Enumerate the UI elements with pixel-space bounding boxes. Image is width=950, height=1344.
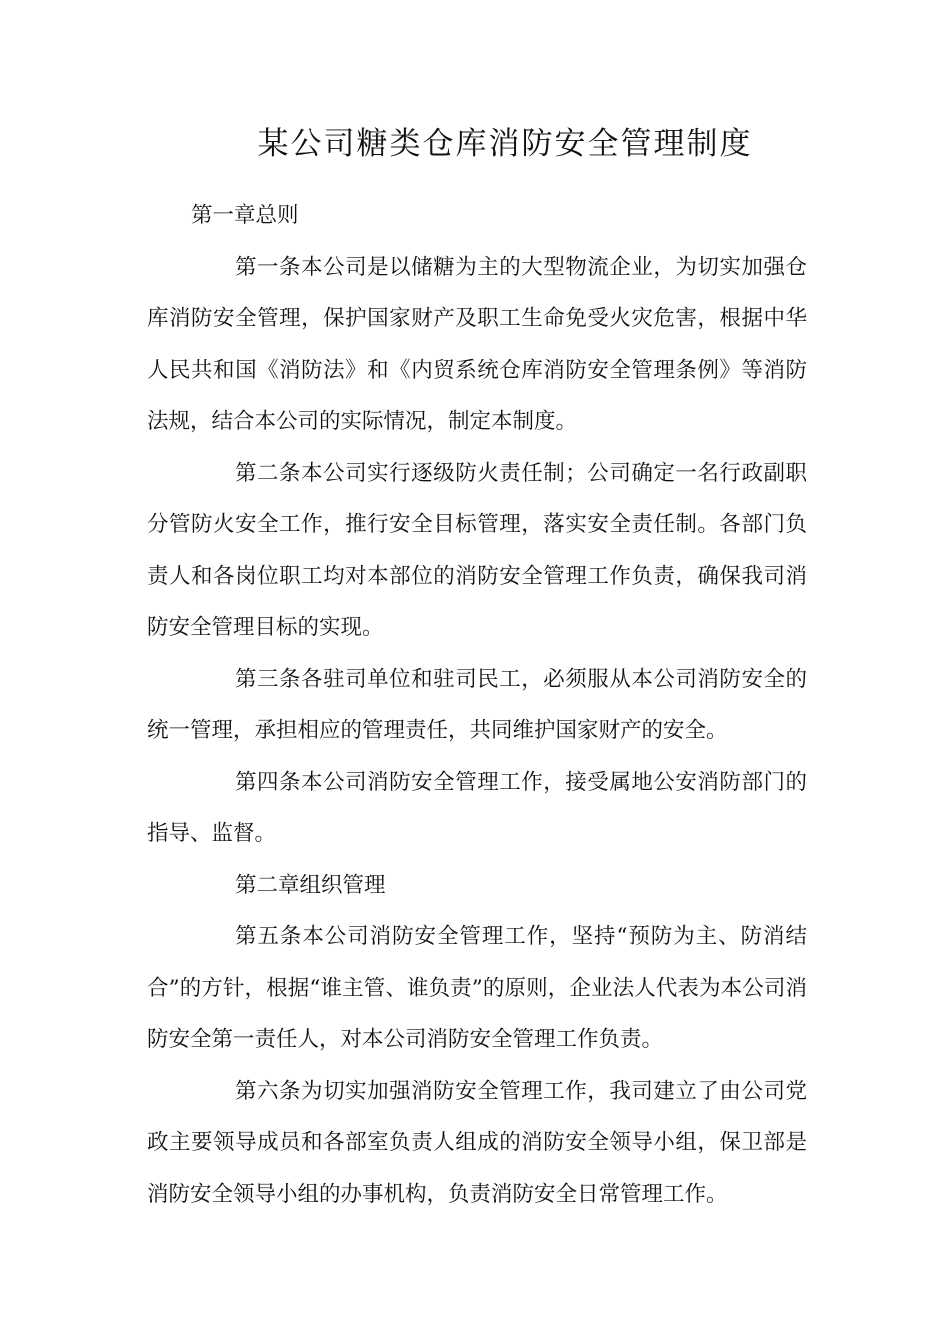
chapter-heading-1: 第一章总则 <box>191 203 299 228</box>
article-6: 第六条为切实加强消防安全管理工作，我司建立了由公司党政主要领导成员和各部室负责人组成的消防安全领导小组，保卫部是消防安全领导小组的办事机构，负责消防安全日常管理工作。 <box>147 1078 807 1207</box>
chapter-heading-2: 第二章组织管理 <box>235 872 386 898</box>
document-body <box>147 190 807 1220</box>
article-1: 第一条本公司是以储糖为主的大型物流企业，为切实加强仓库消防安全管理，保护国家财产及职工生命免受火灾危害，根据中华人民共和国《消防法》和《内贸系统仓库消防安全管理条例》等消防法规，结合本公司的实际情况，制定本制度。 <box>147 254 807 434</box>
article-5: 第五条本公司消防安全管理工作，坚持“预防为主、防消结合”的方针，根据“谁主管、谁负责”的原则，企业法人代表为本公司消防安全第一责任人，对本公司消防安全管理工作负责。 <box>147 924 807 1052</box>
article-3: 第三条各驻司单位和驻司民工，必须服从本公司消防安全的统一管理，承担相应的管理责任，共同维护国家财产的安全。 <box>147 666 807 743</box>
article-2: 第二条本公司实行逐级防火责任制；公司确定一名行政副职分管防火安全工作，推行安全目标管理，落实安全责任制。各部门负责人和各岗位职工均对本部位的消防安全管理工作负责，确保我司消防安全管理目标的实现。 <box>147 460 807 640</box>
article-4: 第四条本公司消防安全管理工作，接受属地公安消防部门的指导、监督。 <box>147 769 807 846</box>
document-title: 某公司糖类仓库消防安全管理制度 <box>257 126 753 162</box>
